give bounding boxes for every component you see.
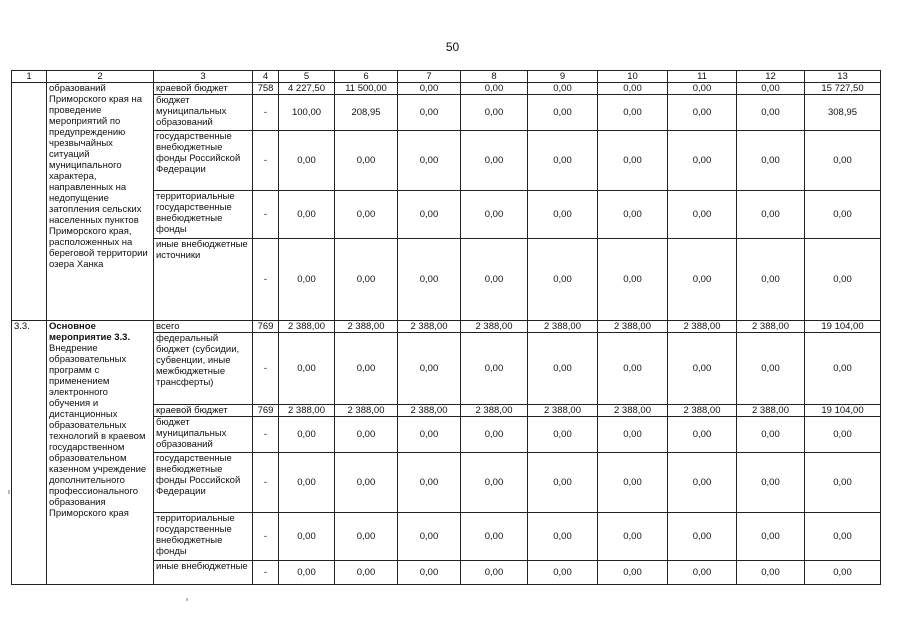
amount-cell: 0,00 [335, 513, 398, 561]
amount-cell: 100,00 [279, 95, 335, 131]
amount-cell: 0,00 [528, 453, 598, 513]
amount-cell: 0,00 [461, 95, 528, 131]
amount-cell: 0,00 [805, 417, 881, 453]
amount-cell: 0,00 [805, 333, 881, 405]
funding-source: федеральный бюджет (субсидии, субвенции, иные межбюджетные трансферты) [154, 333, 253, 405]
col-header: 2 [47, 71, 154, 83]
col-header: 4 [253, 71, 279, 83]
header-row [12, 71, 881, 83]
amount-cell: 0,00 [598, 513, 668, 561]
scan-mark [8, 490, 10, 494]
amount-cell: 0,00 [398, 191, 461, 239]
amount-cell: 2 388,00 [279, 405, 335, 417]
amount-cell: 0,00 [335, 131, 398, 191]
amount-cell: 0,00 [668, 95, 737, 131]
amount-cell: 0,00 [335, 333, 398, 405]
amount-cell: 0,00 [335, 453, 398, 513]
amount-cell: 0,00 [737, 191, 805, 239]
amount-cell: 0,00 [398, 333, 461, 405]
amount-cell: 0,00 [335, 239, 398, 321]
amount-cell: 208,95 [335, 95, 398, 131]
amount-cell: 0,00 [461, 561, 528, 585]
amount-cell: 0,00 [805, 513, 881, 561]
col-header: 9 [528, 71, 598, 83]
amount-cell: 0,00 [528, 239, 598, 321]
amount-cell: 0,00 [598, 83, 668, 95]
amount-cell: 0,00 [598, 333, 668, 405]
budget-code: - [253, 453, 279, 513]
amount-cell: 0,00 [737, 561, 805, 585]
amount-cell: 0,00 [668, 561, 737, 585]
amount-cell: 0,00 [805, 191, 881, 239]
amount-cell: 0,00 [598, 453, 668, 513]
col-header: 3 [154, 71, 253, 83]
amount-cell: 0,00 [668, 239, 737, 321]
amount-cell: 0,00 [398, 417, 461, 453]
amount-cell: 2 388,00 [668, 321, 737, 333]
table-row [12, 321, 881, 333]
funding-source: краевой бюджет [154, 405, 253, 417]
amount-cell: 0,00 [737, 95, 805, 131]
amount-cell: 0,00 [805, 131, 881, 191]
funding-source: краевой бюджет [154, 83, 253, 95]
amount-cell: 0,00 [598, 131, 668, 191]
amount-cell: 0,00 [461, 453, 528, 513]
col-header: 12 [737, 71, 805, 83]
amount-cell: 2 388,00 [335, 405, 398, 417]
amount-cell: 0,00 [528, 513, 598, 561]
amount-cell: 2 388,00 [737, 405, 805, 417]
amount-cell: 0,00 [528, 131, 598, 191]
amount-cell: 0,00 [398, 453, 461, 513]
funding-source: бюджет муниципальных образований [154, 95, 253, 131]
col-header: 7 [398, 71, 461, 83]
amount-cell: 0,00 [668, 513, 737, 561]
budget-code: - [253, 239, 279, 321]
funding-source: территориальные государственные внебюджетные фонды [154, 191, 253, 239]
activity-text: Внедрение образовательных программ с применением электронного обучения и дистанционных образовательных технологий в краевом государственном образовательном казенном учреждение дополнительного профессионального образования Приморского края [49, 343, 147, 519]
budget-code: 769 [253, 405, 279, 417]
amount-cell: 0,00 [528, 83, 598, 95]
amount-cell: 19 104,00 [805, 405, 881, 417]
amount-cell: 0,00 [668, 131, 737, 191]
budget-code: - [253, 513, 279, 561]
amount-cell: 0,00 [805, 453, 881, 513]
amount-cell: 0,00 [737, 417, 805, 453]
amount-cell: 2 388,00 [528, 321, 598, 333]
funding-source: иные внебюджетные [154, 561, 253, 585]
amount-cell: 0,00 [461, 131, 528, 191]
col-header: 1 [12, 71, 47, 83]
col-header: 5 [279, 71, 335, 83]
budget-code: - [253, 191, 279, 239]
amount-cell: 2 388,00 [461, 405, 528, 417]
scan-mark [186, 598, 188, 601]
col-header: 10 [598, 71, 668, 83]
amount-cell: 15 727,50 [805, 83, 881, 95]
amount-cell: 19 104,00 [805, 321, 881, 333]
amount-cell: 0,00 [461, 333, 528, 405]
funding-source: бюджет муниципальных образований [154, 417, 253, 453]
funding-source: государственные внебюджетные фонды Российской Федерации [154, 131, 253, 191]
amount-cell: 0,00 [737, 513, 805, 561]
amount-cell: 308,95 [805, 95, 881, 131]
amount-cell: 0,00 [461, 417, 528, 453]
activity-text: образований Приморского края на проведение мероприятий по предупреждению чрезвычайных ситуаций муниципального характера, направленных на недопущение затопления сельских населенных пунктов Приморского края, расположенных на береговой территории озера Ханка [49, 83, 148, 270]
amount-cell: 0,00 [398, 95, 461, 131]
amount-cell: 0,00 [335, 191, 398, 239]
page-number: 50 [445, 40, 460, 54]
amount-cell: 0,00 [737, 239, 805, 321]
amount-cell: 0,00 [279, 239, 335, 321]
amount-cell: 0,00 [398, 83, 461, 95]
budget-table [11, 70, 881, 585]
amount-cell: 2 388,00 [668, 405, 737, 417]
amount-cell: 0,00 [528, 95, 598, 131]
amount-cell: 0,00 [279, 191, 335, 239]
amount-cell: 0,00 [398, 131, 461, 191]
amount-cell: 0,00 [461, 83, 528, 95]
amount-cell: 11 500,00 [335, 83, 398, 95]
amount-cell: 0,00 [279, 131, 335, 191]
row-number [12, 83, 47, 321]
amount-cell: 0,00 [335, 561, 398, 585]
amount-cell: 2 388,00 [398, 321, 461, 333]
budget-code: 769 [253, 321, 279, 333]
amount-cell: 0,00 [598, 417, 668, 453]
amount-cell: 2 388,00 [335, 321, 398, 333]
table-body [12, 71, 881, 585]
funding-source: государственные внебюджетные фонды Российской Федерации [154, 453, 253, 513]
amount-cell: 0,00 [598, 561, 668, 585]
budget-code: - [253, 417, 279, 453]
budget-code: - [253, 95, 279, 131]
funding-source: иные внебюджетные источники [154, 239, 253, 321]
amount-cell: 0,00 [279, 561, 335, 585]
amount-cell: 2 388,00 [398, 405, 461, 417]
budget-code: - [253, 131, 279, 191]
amount-cell: 2 388,00 [598, 321, 668, 333]
activity-title: Основное мероприятие 3.3. [49, 321, 131, 343]
amount-cell: 0,00 [668, 191, 737, 239]
amount-cell: 0,00 [737, 83, 805, 95]
amount-cell: 2 388,00 [279, 321, 335, 333]
amount-cell: 0,00 [598, 95, 668, 131]
amount-cell: 0,00 [528, 191, 598, 239]
amount-cell: 0,00 [279, 453, 335, 513]
activity-description [47, 83, 154, 321]
amount-cell: 0,00 [279, 417, 335, 453]
amount-cell: 0,00 [668, 83, 737, 95]
amount-cell: 2 388,00 [528, 405, 598, 417]
amount-cell: 0,00 [461, 191, 528, 239]
amount-cell: 0,00 [737, 333, 805, 405]
amount-cell: 0,00 [668, 453, 737, 513]
row-number: 3.3. [12, 321, 47, 585]
amount-cell: 0,00 [528, 417, 598, 453]
amount-cell: 0,00 [598, 239, 668, 321]
activity-description [47, 321, 154, 585]
funding-source: территориальные государственные внебюджетные фонды [154, 513, 253, 561]
amount-cell: 0,00 [805, 561, 881, 585]
col-header: 13 [805, 71, 881, 83]
col-header: 6 [335, 71, 398, 83]
table-row [12, 83, 881, 95]
budget-code: 758 [253, 83, 279, 95]
amount-cell: 0,00 [668, 333, 737, 405]
funding-source: всего [154, 321, 253, 333]
amount-cell: 0,00 [279, 513, 335, 561]
budget-code: - [253, 561, 279, 585]
amount-cell: 0,00 [668, 417, 737, 453]
amount-cell: 0,00 [598, 191, 668, 239]
amount-cell: 0,00 [398, 239, 461, 321]
amount-cell: 2 388,00 [461, 321, 528, 333]
amount-cell: 0,00 [461, 513, 528, 561]
budget-code: - [253, 333, 279, 405]
amount-cell: 0,00 [398, 561, 461, 585]
amount-cell: 0,00 [335, 417, 398, 453]
amount-cell: 0,00 [805, 239, 881, 321]
amount-cell: 0,00 [528, 333, 598, 405]
amount-cell: 4 227,50 [279, 83, 335, 95]
amount-cell: 0,00 [461, 239, 528, 321]
col-header: 11 [668, 71, 737, 83]
col-header: 8 [461, 71, 528, 83]
amount-cell: 0,00 [279, 333, 335, 405]
amount-cell: 2 388,00 [737, 321, 805, 333]
amount-cell: 2 388,00 [598, 405, 668, 417]
amount-cell: 0,00 [398, 513, 461, 561]
amount-cell: 0,00 [737, 131, 805, 191]
amount-cell: 0,00 [528, 561, 598, 585]
amount-cell: 0,00 [737, 453, 805, 513]
